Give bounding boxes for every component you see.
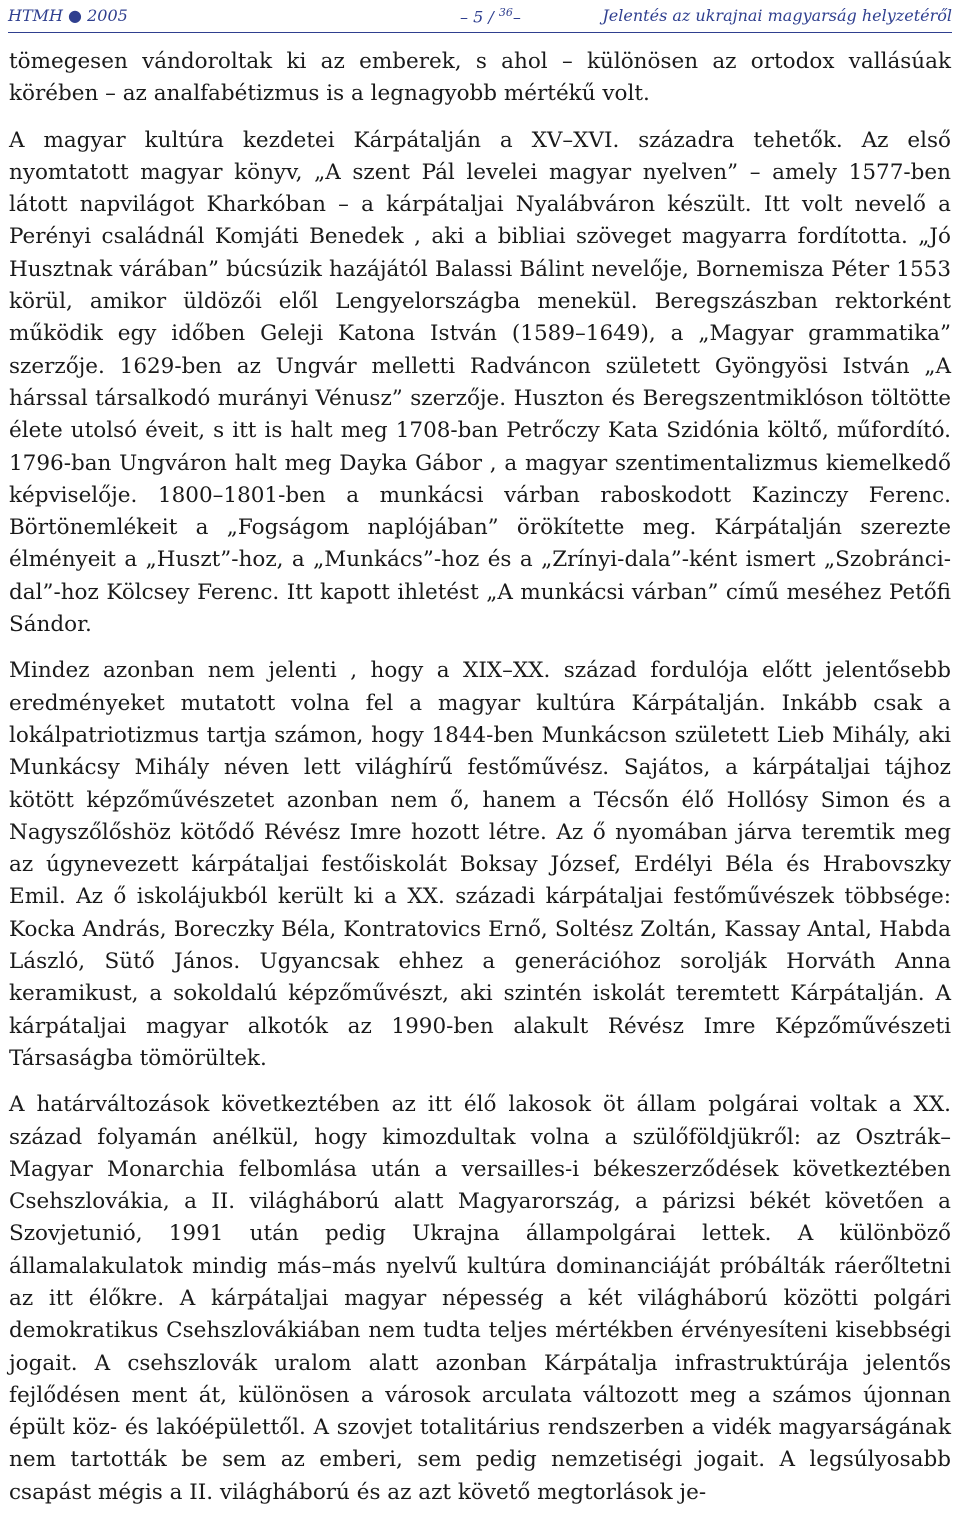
page-total: 36 [498,6,513,19]
document-body [9,46,951,1523]
page-number-suffix: – [512,7,521,27]
header-divider [8,32,952,33]
paragraph-1: tömegesen vándoroltak ki az emberek, s ahol – különösen az ortodox vallásúak körében – az analfabétizmus is a legnagyobb mértékű volt. [9,49,951,107]
page-number-prefix: – 5 / [460,7,494,27]
paragraph-2: A magyar kultúra kezdetei Kárpátalján a XV–XVI. századra tehetők. Az első nyomtatott magyar könyv, „A szent Pál levelei magyar nyelven” – amely 1577-ben látott napvilágot Kharkóban – a kárpátaljai Nyalábváron készült. Itt volt nevelő a Perényi családnál Komjáti Benedek , aki a bibliai szöveget magyarra fordította. „Jó Husztnak várában” búcsúzik hazájától Balassi Bálint nevelője, Bornemisza Péter 1553 körül, amikor üldözői elől Lengyelországba menekül. Beregszászban rektorként működik egy időben Geleji Katona István (1589–1649), a „Magyar grammatika” szerzője. 1629-ben az Ungvár melletti Radváncon született Gyöngyösi István „A hárssal társalkodó murányi Vénusz” szerzője. Huszton és Beregszentmiklóson töltötte élete utolsó éveit, s itt is halt meg 1708-ban Petrőczy Kata Szidónia költő, műfordító. 1796-ban Ungváron halt meg Dayka Gábor , a magyar szentimentalizmus kiemelkedő képviselője. 1800–1801-ben a munkácsi várban raboskodott Kazinczy Ferenc. Börtönemlékeit a „Fogságom naplójában” örökítette meg. Kárpátalján szerezte élményeit a „Huszt”-hoz, a „Munkács”-hoz és a „Zrínyi-dala”-ként ismert „Szobránci-dal”-hoz Kölcsey Ferenc. Itt kapott ihletést „A munkácsi várban” című meséhez Petőfi Sándor. [9,127,951,638]
paragraph-3: Mindez azonban nem jelenti , hogy a XIX–XX. század fordulója előtt jelentősebb eredményeket mutatott volna fel a magyar kultúra Kárpátalján. Inkább csak a lokálpatriotizmus tartja számon, hogy 1844-ben Munkácson született Lieb Mihály, aki Munkácsy Mihály néven lett világhírű festőművész. Sajátos, a kárpátaljai tájhoz kötött képzőművészetet azonban nem ő, hanem a Técsőn élő Hollósy Simon és a Nagyszőlőshöz kötődő Révész Imre hozott létre. Az ő nyomában járva teremtik meg az úgynevezett kárpátaljai festőiskolát Boksay József, Erdélyi Béla és Hrabovszky Emil. Az ő iskolájukból került ki a XX. századi kárpátaljai festőművészek többsége: Kocka András, Boreczky Béla, Kontratovics Ernő, Soltész Zoltán, Kassay Antal, Habda László, Sütő János. Ugyancsak ehhez a generációhoz sorolják Horváth Anna keramikust, a sokoldalú képzőművészt, aki szintén iskolát teremtett Kárpátalján. A kárpátaljai magyar alkotók az 1990-ben alakult Révész Imre Képzőművészeti Társaságba tömörültek. [9,658,951,1071]
header-publication: HTMH ● 2005 [8,6,128,25]
paragraph-4: A határváltozások következtében az itt élő lakosok öt állam polgárai voltak a XX. század folyamán anélkül, hogy kimozdultak volna a szülőföldjükről: az Osztrák–Magyar Monarchia felbomlása után a versailles-i békeszerződések következtében Csehszlovákia, a II. világháború alatt Magyarország, a párizsi békét követően a Szovjetunió, 1991 után pedig Ukrajna állampolgárai lettek. A különböző államalakulatok mindig más–más nyelvű kultúra dominanciáját próbálták ráerőltetni az itt élőkre. A kárpátaljai magyar népesség a két világháború közötti polgári demokratikus Csehszlovákiában nem tudta teljes mértékben érvényesíteni kisebbségi jogait. A csehszlovák uralom alatt azonban Kárpátalja infrastruktúrája jelentős fejlődésen ment át, különösen a városok arculata változott meg a számos újonnan épült köz- és lakóépülettől. A szovjet totalitárius rendszerben a vidék magyarságának nem tartották be sem az emberi, sem pedig nemzetiségi jogait. A legsúlyosabb csapást mégis a II. világháború és az azt követő megtorlások je- [9,1092,951,1505]
header-report-title: Jelentés az ukrajnai magyarság helyzetéről [602,6,952,25]
page-header [8,6,952,32]
page-number [460,6,521,26]
